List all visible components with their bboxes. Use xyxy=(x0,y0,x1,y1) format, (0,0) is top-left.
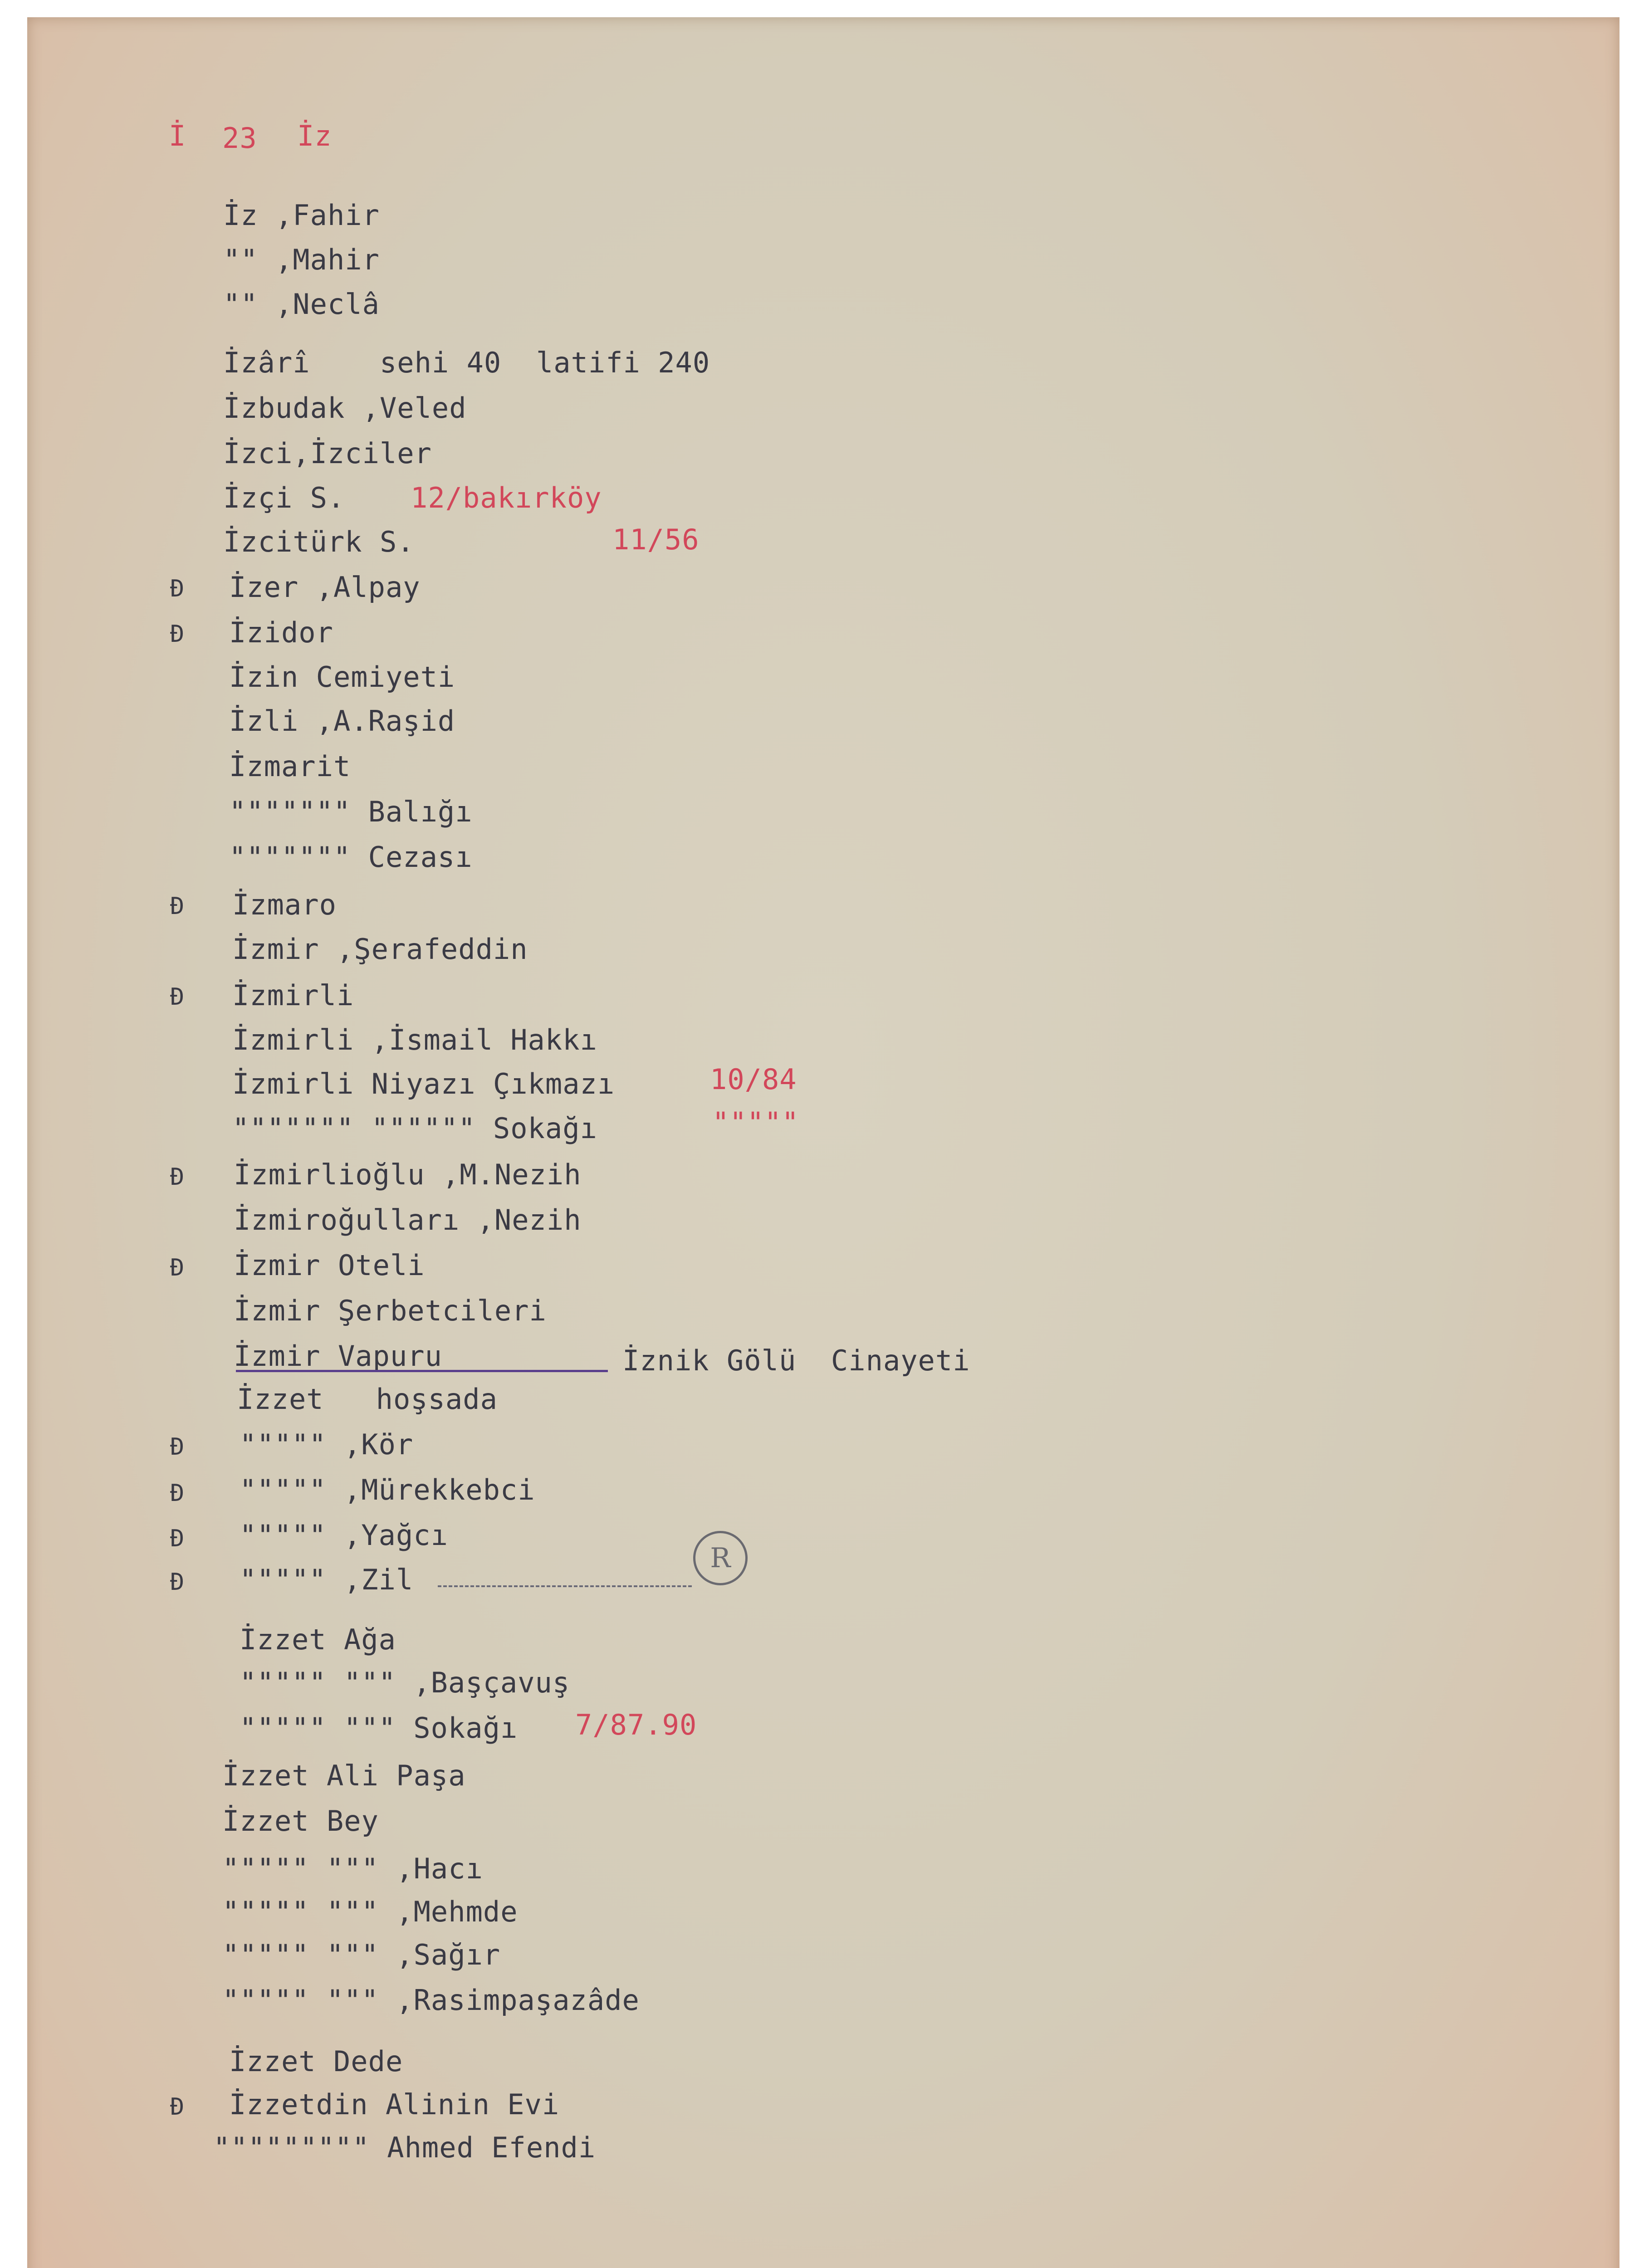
list-item: """"" """ ,Hacı xyxy=(222,1852,483,1885)
list-item: İzmir ,Şerafeddin xyxy=(232,933,528,966)
list-item: İzzet Dede xyxy=(229,2045,403,2078)
mark-symbol: Ð xyxy=(170,621,185,648)
list-item: İzmirlioğlu ,M.Nezih xyxy=(234,1158,582,1191)
list-item: İzbudak ,Veled xyxy=(223,391,467,425)
list-item: "" ,Mahir xyxy=(223,243,380,276)
list-item: """"" """ ,Başçavuş xyxy=(240,1666,570,1699)
stamp-seal: R xyxy=(693,1531,748,1585)
mark-symbol: Ð xyxy=(170,1569,185,1596)
list-item: """"" """ Sokağı xyxy=(240,1711,518,1745)
list-item: İzmirli xyxy=(232,979,354,1012)
list-item: İzzet Bey xyxy=(222,1804,379,1838)
header-page-number: 23 xyxy=(222,122,257,155)
list-item: İzzet Ağa xyxy=(240,1623,396,1656)
list-item: İzci,İzciler xyxy=(223,437,432,470)
list-item: İzer ,Alpay xyxy=(229,571,421,604)
list-item: İzârî sehi 40 latifi 240 xyxy=(223,346,710,379)
list-item: """"" """ ,Sağır xyxy=(222,1938,501,1971)
list-item: İzmirli Niyazı Çıkmazı xyxy=(232,1067,615,1100)
list-item: İzli ,A.Raşid xyxy=(229,704,455,738)
list-item: "" ,Neclâ xyxy=(223,288,380,321)
mark-symbol: Ð xyxy=(170,1480,185,1507)
mark-symbol: Ð xyxy=(170,983,185,1011)
list-item: İzmirli ,İsmail Hakkı xyxy=(232,1023,597,1056)
list-item: İzmaro xyxy=(232,888,337,921)
underline-mark xyxy=(236,1370,608,1372)
entry-note: 10/84 xyxy=(710,1063,797,1096)
list-item: """"" ,Kör xyxy=(240,1428,414,1461)
dashed-connector xyxy=(438,1585,692,1587)
list-item: """"" ,Yağcı xyxy=(240,1519,448,1552)
mark-symbol: Ð xyxy=(170,1433,185,1461)
side-note: İznik Gölü Cinayeti xyxy=(622,1344,970,1377)
list-item: """"""" Balığı xyxy=(229,795,473,828)
entry-note: 11/56 xyxy=(612,523,700,556)
entry-note: 7/87.90 xyxy=(575,1708,697,1741)
mark-symbol: Ð xyxy=(170,1254,185,1281)
list-item: İzmiroğulları ,Nezih xyxy=(234,1203,582,1237)
list-item: """"""""" Ahmed Efendi xyxy=(213,2131,596,2164)
list-item: İzmir Oteli xyxy=(234,1249,425,1282)
list-item: İzmir Şerbetcileri xyxy=(234,1294,547,1327)
header-letter: İ xyxy=(169,119,186,152)
list-item: """"" """ ,Rasimpaşazâde xyxy=(222,1984,640,2017)
list-item: """"""" """""" Sokağı xyxy=(232,1112,597,1145)
list-item: İzzetdin Alinin Evi xyxy=(229,2088,560,2121)
list-item: İzzet Ali Paşa xyxy=(222,1759,466,1792)
list-item: """"" ,Mürekkebci xyxy=(240,1473,535,1506)
list-item: """"" """ ,Mehmde xyxy=(222,1895,518,1928)
list-item: İzin Cemiyeti xyxy=(229,660,455,694)
list-item: İzzet hoşsada xyxy=(237,1383,498,1416)
header-index: İz xyxy=(297,119,332,152)
list-item: İzmir Vapuru xyxy=(234,1339,442,1373)
entry-note: """"" xyxy=(712,1106,799,1139)
list-item: İz ,Fahir xyxy=(223,199,380,232)
list-item: """"" ,Zil xyxy=(240,1563,414,1596)
mark-symbol: Ð xyxy=(170,2093,185,2121)
mark-symbol: Ð xyxy=(170,893,185,920)
list-item: İzidor xyxy=(229,616,333,649)
list-item: """"""" Cezası xyxy=(229,841,473,874)
entry-note: 12/bakırköy xyxy=(411,481,602,514)
mark-symbol: Ð xyxy=(170,575,185,602)
list-item: İzcitürk S. xyxy=(223,525,415,558)
mark-symbol: Ð xyxy=(170,1525,185,1552)
list-item: İzmarit xyxy=(229,750,351,783)
list-item: İzçi S. xyxy=(223,481,345,514)
mark-symbol: Ð xyxy=(170,1163,185,1191)
